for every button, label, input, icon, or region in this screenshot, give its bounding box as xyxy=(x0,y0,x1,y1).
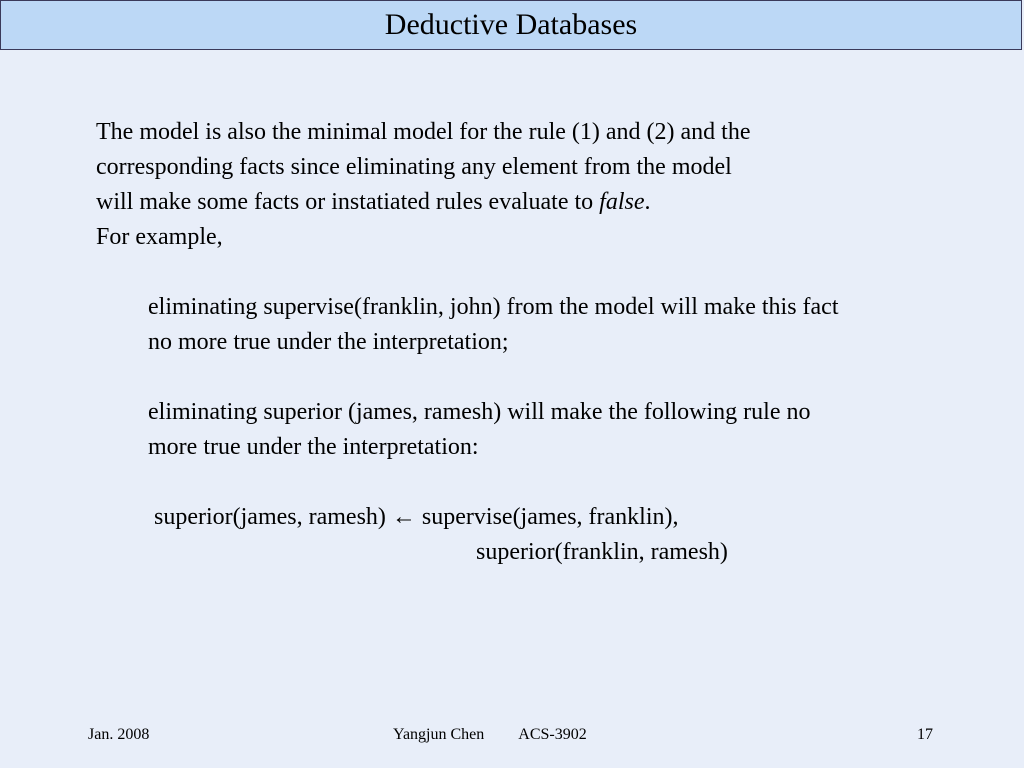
footer-page-number: 17 xyxy=(917,726,933,743)
example-2-line-1: eliminating superior (james, ramesh) will make the following rule no xyxy=(148,399,811,425)
footer-course: ACS-3902 xyxy=(518,726,587,743)
paragraph-line-2: corresponding facts since eliminating any element from the model xyxy=(96,154,732,180)
example-1-line-2: no more true under the interpretation; xyxy=(148,329,509,355)
example-2-line-2: more true under the interpretation: xyxy=(148,434,479,460)
slide-title: Deductive Databases xyxy=(384,8,638,41)
paragraph-line-3-suffix: . xyxy=(644,189,651,215)
false-keyword: false xyxy=(599,189,645,215)
paragraph-line-1: The model is also the minimal model for the rule (1) and (2) and the xyxy=(96,119,751,145)
rule-line-1 xyxy=(154,500,996,535)
rule-line-2: superior(franklin, ramesh) xyxy=(476,539,728,565)
paragraph-line-3-prefix: will make some facts or instatiated rules evaluate to xyxy=(96,189,600,215)
rule-body-1: supervise(james, franklin), xyxy=(421,504,679,530)
footer-author: Yangjun Chen xyxy=(393,726,485,743)
footer-center xyxy=(393,726,587,744)
slide-title-bar xyxy=(0,0,1022,50)
rule-head: superior(james, ramesh) xyxy=(154,504,386,530)
paragraph-line-3 xyxy=(96,185,996,220)
footer-date: Jan. 2008 xyxy=(88,726,150,743)
slide-body xyxy=(96,115,996,570)
example-1-line-1: eliminating supervise(franklin, john) from the model will make this fact xyxy=(148,294,839,320)
paragraph-line-4: For example, xyxy=(96,224,223,250)
left-arrow-icon: ← xyxy=(391,504,416,530)
